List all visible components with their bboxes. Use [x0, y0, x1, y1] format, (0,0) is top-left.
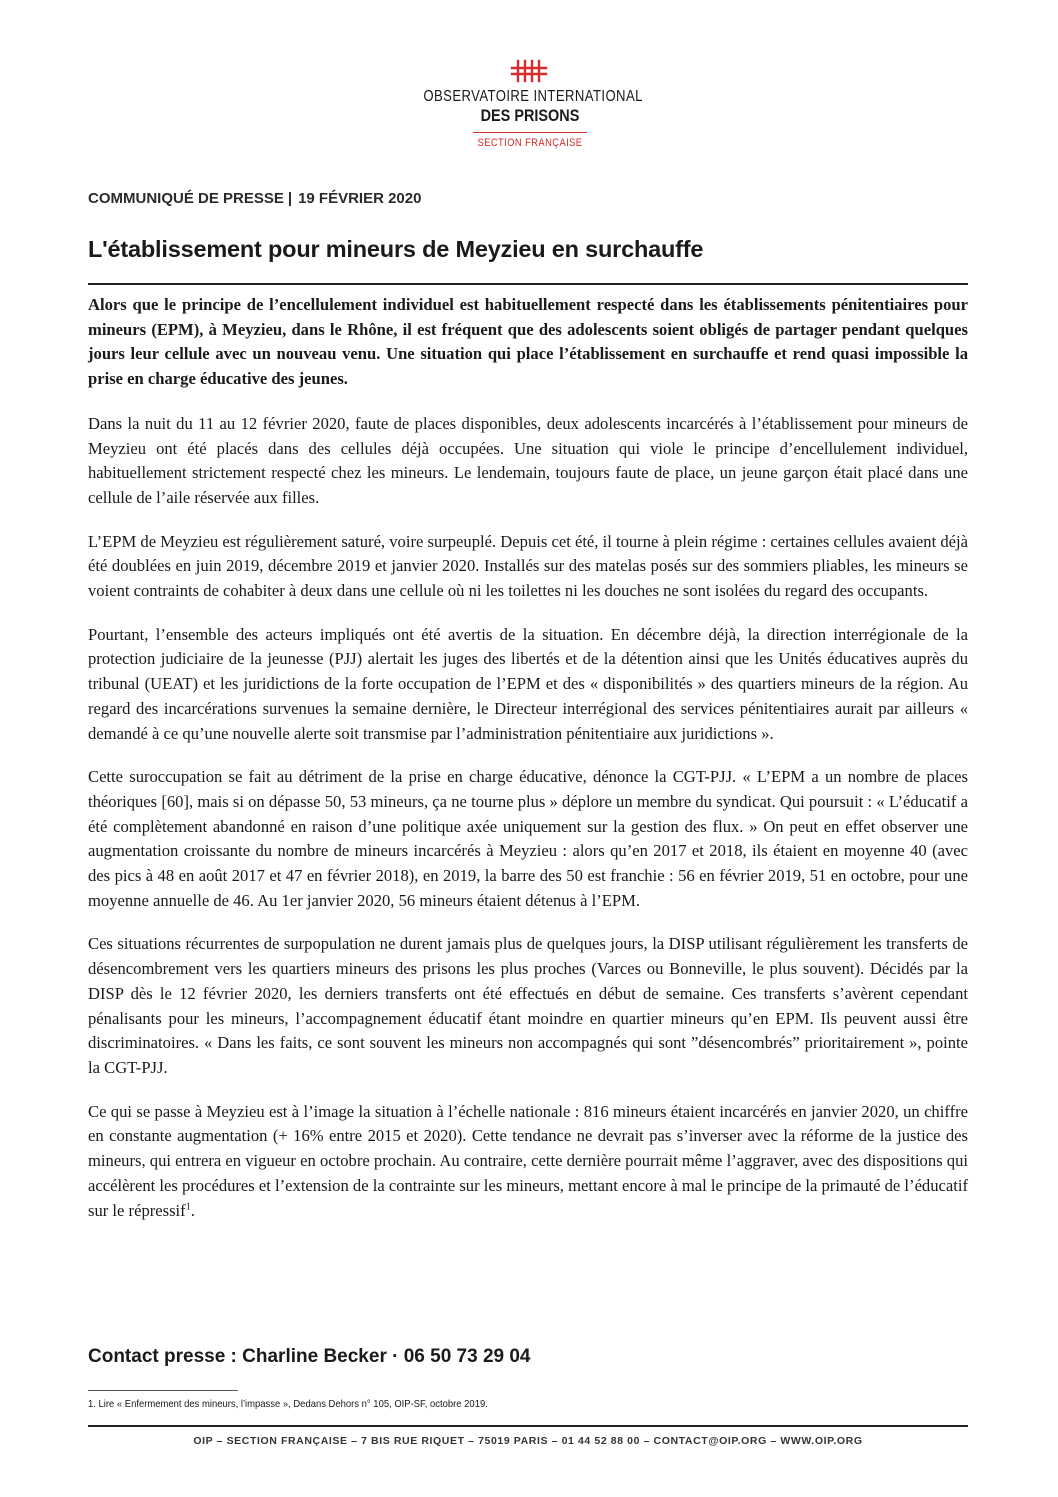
oip-logo	[400, 58, 660, 150]
body-paragraph-5: Ces situations récurrentes de surpopulation ne durent jamais plus de quelques jours, la DISP utilisant régulièrement les transferts de désencombrement vers les quartiers mineurs des prisons les plus proches (Varces ou Bonneville, le plus souvent). Décidés par la DISP dès le 12 février 2020, les derniers transferts ont été effectués en début de semaine. Ces transferts s’avèrent cependant pénalisants pour les mineurs, l’accompagnement éducatif étant moindre en quartier mineurs qu’en EPM. Ils peuvent aussi être discriminatoires. « Dans les faits, ce sont souvent les mineurs non accompagnés qui sont ”désencombrés” prioritairement », pointe la CGT-PJJ.	[88, 934, 968, 1077]
logo-divider	[473, 132, 587, 133]
page-title: L'établissement pour mineurs de Meyzieu en surchauffe	[88, 236, 704, 262]
body-paragraph-4: Cette suroccupation se fait au détriment de la prise en charge éducative, dénonce la CGT-PJJ. « L’EPM a un nombre de places théoriques [60], mais si on dépasse 50, 53 mineurs, ça ne tourne plus » déplore un membre du syndicat. Qui poursuit : « L’éducatif a été complètement abandonné en raison d’une politique axée uniquement sur la gestion des flux. » On peut en effet observer une augmentation croissante du nombre de mineurs incarcérés à Meyzieu : alors qu’en 2017 et 2018, ils étaient en moyenne 40 (avec des pics à 48 en août 2017 et 47 en février 2018), en 2019, la barre des 50 est franchie : 56 en février 2019, 51 en octobre, pour une moyenne annuelle de 46. Au 1er janvier 2020, 56 mineurs étaient détenus à l’EPM.	[88, 767, 968, 910]
article-body	[88, 293, 968, 1242]
body-paragraph-2: L’EPM de Meyzieu est régulièrement saturé, voire surpeuplé. Depuis cet été, il tourne à plein régime : certaines cellules avaient déjà été doublées en juin 2019, décembre 2019 et janvier 2020. Installés sur des matelas posés sur des sommiers pliables, les mineurs se voient contraints de cohabiter à deux dans une cellule où ni les toilettes ni les douches ne sont isolées du regard des occupants.	[88, 531, 968, 601]
press-contact: Contact presse : Charline Becker · 06 50 73 29 04	[88, 1346, 531, 1367]
body-paragraph-3: Pourtant, l’ensemble des acteurs impliqués ont été avertis de la situation. En décembre déjà, la direction interrégionale de la protection judiciaire de la jeunesse (PJJ) alertait les juges des libertés et de la détention ainsi que les Unités éducatives auprès du tribunal (UEAT) et les juridictions de la forte occupation de l’EPM et des « disponibilités » des quartiers mineurs de la région. Au regard des incarcérations survenues la semaine dernière, le Directeur interrégional des services pénitentiaires aurait par ailleurs « demandé à ce qu’une nouvelle alerte soit transmise par l’administration pénitentiaire aux juridictions ».	[88, 624, 968, 743]
press-separator: |	[287, 190, 293, 207]
body-paragraph-6-end: .	[190, 1200, 195, 1220]
body-paragraph-6-text: Ce qui se passe à Meyzieu est à l’image la situation à l’échelle nationale : 816 mineurs étaient incarcérés en janvier 2020, un chiffre en constante augmentation (+ 16% entre 2015 et 2020). Cette tendance ne devrait pas s’inverser avec la réforme de la justice des mineurs, qui entrera en vigueur en octobre prochain. Au contraire, cette dernière pourrait même l’aggraver, avec des dispositions qui accélèrent les procédures et l’extension de la contrainte sur les mineurs, mettant encore à mal le principe de la primauté de l’éducatif sur le répressif	[88, 1101, 969, 1220]
footnote-divider	[88, 1390, 238, 1391]
logo-section: SECTION FRANÇAISE	[477, 137, 583, 149]
footnote-ref: 1	[185, 1200, 191, 1212]
press-release-label	[88, 190, 421, 207]
lead-paragraph: Alors que le principe de l’encellulement individuel est habituellement respecté dans les établissements pénitentiaires pour mineurs (EPM), à Meyzieu, dans le Rhône, il est fréquent que des adolescents soient obligés de partager pendant quelques jours leur cellule avec un nouveau venu. Une situation qui place l’établissement en surchauffe et rend quasi impossible la prise en charge éducative des jeunes.	[88, 295, 968, 389]
body-paragraph-1: Dans la nuit du 11 au 12 février 2020, faute de places disponibles, deux adolescents incarcérés à l’établissement pour mineurs de Meyzieu ont été placés dans des cellules déjà occupées. Une situation qui viole le principe d’encellulement individuel, habituellement strictement respecté chez les mineurs. Le lendemain, toujours faute de place, un jeune garçon était placé dans une cellule de l’aile réservée aux filles.	[88, 413, 968, 507]
footer-divider	[88, 1425, 968, 1427]
tally-bars-icon	[504, 58, 556, 84]
logo-org-name: OBSERVATOIRE INTERNATIONAL	[423, 88, 643, 105]
footnote: 1. Lire « Enfermement des mineurs, l’impasse », Dedans Dehors n° 105, OIP-SF, octobre 2019.	[88, 1398, 488, 1410]
footer-address: OIP – SECTION FRANÇAISE – 7 BIS RUE RIQUET – 75019 PARIS – 01 44 52 88 00 – CONTACT@OIP.ORG – WWW.OIP.ORG	[193, 1435, 863, 1447]
press-date: 19 FÉVRIER 2020	[298, 190, 422, 207]
title-divider	[88, 283, 968, 285]
press-label: COMMUNIQUÉ DE PRESSE	[88, 190, 284, 207]
logo-org-subname: DES PRISONS	[480, 106, 580, 125]
body-paragraph-6	[88, 1100, 968, 1224]
